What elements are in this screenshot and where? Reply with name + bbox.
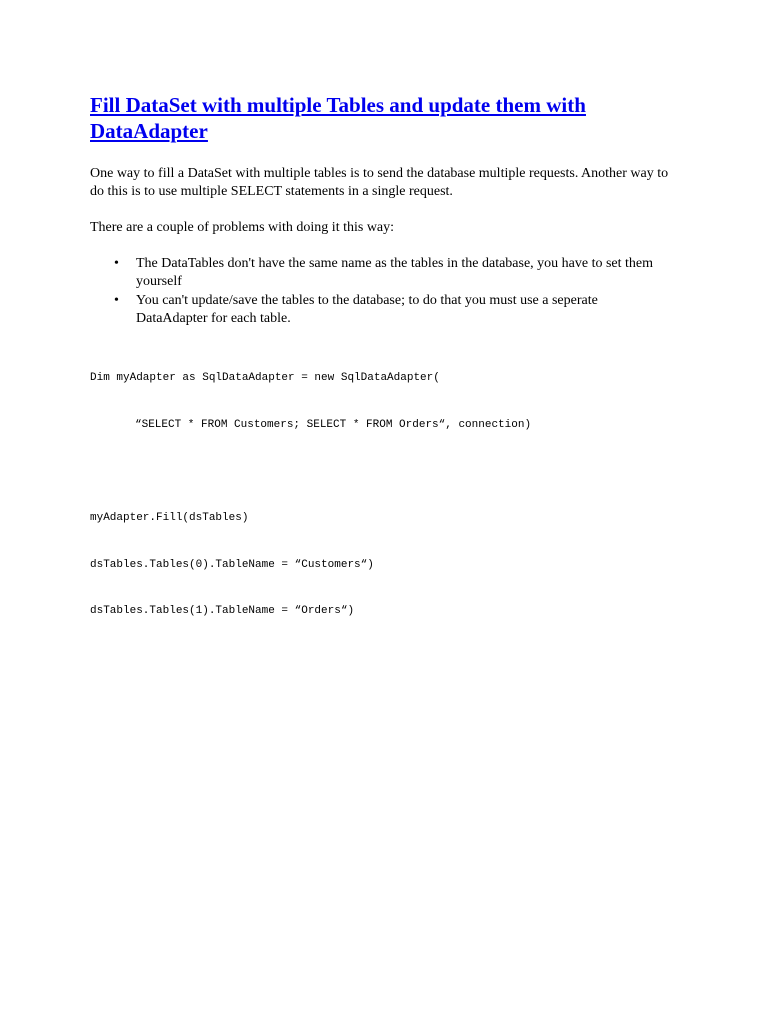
page-title bbox=[90, 92, 690, 144]
code-line: dsTables.Tables(0).TableName = “Customers“) bbox=[90, 558, 374, 571]
list-item-text: You can't update/save the tables to the database; to do that you must use a seperate DataAdapter for each table. bbox=[136, 293, 598, 326]
code-line: Dim myAdapter as SqlDataAdapter = new SqlDataAdapter( bbox=[90, 372, 440, 384]
list-item bbox=[114, 292, 646, 328]
intro-paragraph: One way to fill a DataSet with multiple tables is to send the database multiple requests. Another way to do this is to use multiple SELECT statements in a single request. bbox=[90, 166, 669, 199]
list-item bbox=[114, 255, 666, 291]
problems-intro-paragraph: There are a couple of problems with doing it this way: bbox=[90, 220, 395, 235]
list-item-text: The DataTables don't have the same name as the tables in the database, you have to set them yourself bbox=[136, 256, 654, 289]
code-line: dsTables.Tables(1).TableName = “Orders“) bbox=[90, 605, 355, 617]
bullet-icon: • bbox=[114, 256, 119, 271]
title-link[interactable]: Fill DataSet with multiple Tables and update them with DataAdapter bbox=[90, 93, 586, 143]
document-page bbox=[90, 92, 690, 651]
problems-list bbox=[90, 255, 690, 328]
code-blank-line bbox=[90, 464, 690, 480]
code-line: “SELECT * FROM Customers; SELECT * FROM Orders“, connection) bbox=[135, 418, 532, 431]
code-block bbox=[90, 340, 690, 651]
bullet-icon: • bbox=[114, 293, 119, 308]
code-line: myAdapter.Fill(dsTables) bbox=[90, 512, 249, 524]
